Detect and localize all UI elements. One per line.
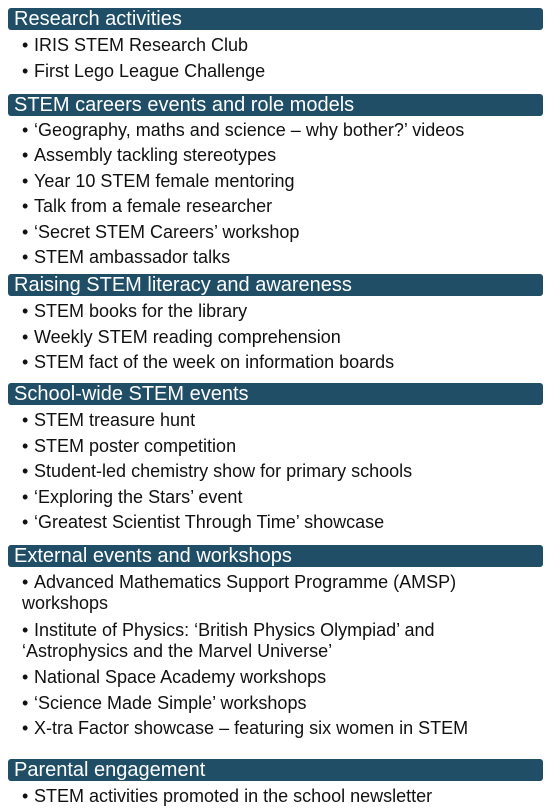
bullet: • — [22, 145, 29, 165]
section-header-school-events: School-wide STEM events — [8, 383, 543, 405]
list-item-text: Year 10 STEM female mentoring — [34, 171, 295, 191]
list-item-text: ‘Exploring the Stars’ event — [34, 487, 243, 507]
bullet: • — [22, 718, 29, 738]
list-item — [22, 487, 242, 507]
bullet: • — [22, 352, 29, 372]
bullet: • — [22, 461, 29, 481]
list-item — [22, 247, 230, 267]
section-header-research: Research activities — [8, 8, 543, 30]
section-header-external: External events and workshops — [8, 545, 543, 567]
list-item — [22, 120, 464, 140]
list-item — [22, 222, 299, 242]
list-item-text: STEM treasure hunt — [34, 410, 196, 430]
list-item — [22, 667, 326, 687]
list-item-text: Advanced Mathematics Support Programme (AMSP) workshops — [22, 572, 457, 613]
section-header-careers: STEM careers events and role models — [8, 94, 543, 116]
bullet: • — [22, 667, 29, 687]
bullet: • — [22, 572, 29, 592]
bullet: • — [22, 512, 29, 532]
list-item — [22, 718, 468, 738]
list-item-text: Assembly tackling stereotypes — [34, 145, 277, 165]
bullet: • — [22, 120, 29, 140]
list-item-text: Talk from a female researcher — [34, 196, 273, 216]
bullet: • — [22, 693, 29, 713]
bullet: • — [22, 222, 29, 242]
list-item — [22, 461, 412, 481]
bullet: • — [22, 301, 29, 321]
bullet: • — [22, 327, 29, 347]
section-header-parental: Parental engagement — [8, 759, 543, 781]
list-item-text: STEM books for the library — [34, 301, 248, 321]
list-item-text: STEM ambassador talks — [34, 247, 231, 267]
list-item — [22, 196, 272, 216]
list-item-text: STEM fact of the week on information boards — [34, 352, 395, 372]
list-item-text: Institute of Physics: ‘British Physics Olympiad’ and ‘Astrophysics and the Marvel Universe’ — [22, 620, 435, 661]
bullet: • — [22, 410, 29, 430]
list-item — [22, 410, 195, 430]
list-item — [22, 171, 294, 191]
bullet: • — [22, 436, 29, 456]
list-item — [22, 327, 341, 347]
list-item-text: Student-led chemistry show for primary schools — [34, 461, 413, 481]
list-item — [22, 436, 236, 456]
list-item — [22, 786, 432, 806]
list-item-text: National Space Academy workshops — [34, 667, 327, 687]
list-item-text: ‘Greatest Scientist Through Time’ showcase — [34, 512, 385, 532]
list-item — [22, 572, 532, 614]
list-item — [22, 693, 306, 713]
list-item-text: ‘Geography, maths and science – why bother?’ videos — [34, 120, 465, 140]
list-item — [22, 61, 265, 81]
bullet: • — [22, 620, 29, 640]
list-item-text: X-tra Factor showcase – featuring six women in STEM — [34, 718, 469, 738]
bullet: • — [22, 487, 29, 507]
list-item — [22, 301, 247, 321]
list-item-text: IRIS STEM Research Club — [34, 35, 249, 55]
bullet: • — [22, 786, 29, 806]
list-item-text: First Lego League Challenge — [34, 61, 266, 81]
list-item-text: ‘Secret STEM Careers’ workshop — [34, 222, 300, 242]
list-item-text: Weekly STEM reading comprehension — [34, 327, 341, 347]
bullet: • — [22, 247, 29, 267]
list-item-text: STEM activities promoted in the school newsletter — [34, 786, 433, 806]
bullet: • — [22, 196, 29, 216]
list-item-text: ‘Science Made Simple’ workshops — [34, 693, 307, 713]
list-item — [22, 512, 384, 532]
bullet: • — [22, 171, 29, 191]
list-item — [22, 620, 532, 662]
list-item — [22, 35, 248, 55]
list-item-text: STEM poster competition — [34, 436, 237, 456]
list-item — [22, 352, 394, 372]
bullet: • — [22, 61, 29, 81]
section-header-literacy: Raising STEM literacy and awareness — [8, 274, 543, 296]
list-item — [22, 145, 276, 165]
bullet: • — [22, 35, 29, 55]
